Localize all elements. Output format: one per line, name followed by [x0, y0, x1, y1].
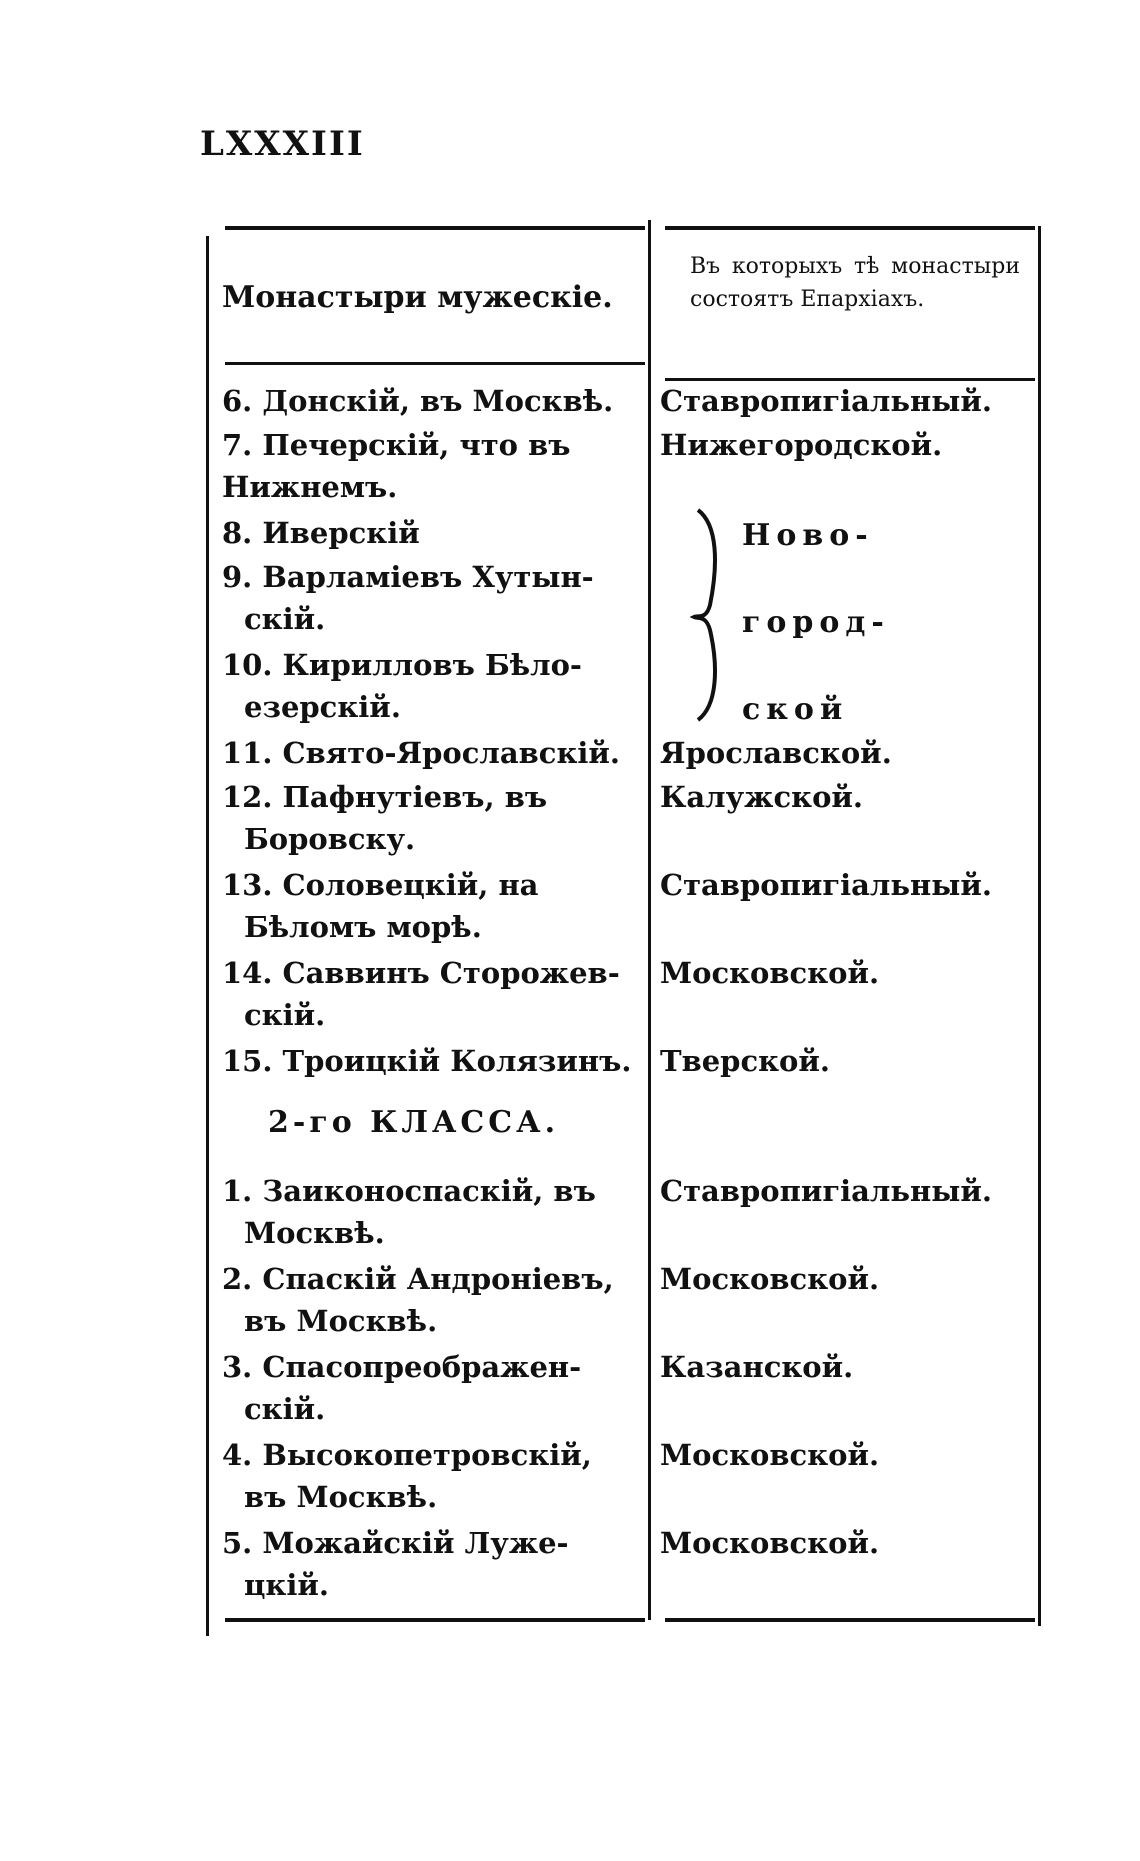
- monastery-name: 12. Пафнутіевъ, въ: [222, 780, 548, 814]
- monastery-name-cont: въ Москвѣ.: [244, 1480, 438, 1514]
- table-row: [222, 732, 642, 774]
- diocese-cell: Ставропигіальный.: [660, 868, 992, 902]
- table-row: [222, 952, 642, 1036]
- monastery-name: 2. Спаскій Андроніевъ,: [222, 1262, 614, 1296]
- diocese-cell: Московской.: [660, 1438, 880, 1472]
- monastery-name: 5. Можайскій Луже-: [222, 1526, 569, 1560]
- diocese-cell: Московской.: [660, 956, 880, 990]
- header-rule-left: [225, 362, 645, 365]
- header-monasteries: Монастыри мужескіе.: [222, 280, 613, 315]
- page-number: LXXXIII: [200, 124, 365, 164]
- monastery-name: 1. Заиконоспаскій, въ: [222, 1174, 596, 1208]
- table-row: [222, 864, 642, 948]
- diocese-cell: Казанской.: [660, 1350, 854, 1384]
- monastery-name: 11. Свято-Ярославскій.: [222, 736, 621, 770]
- monastery-name-cont: скій.: [244, 998, 326, 1032]
- monastery-name: 3. Спасопреображен-: [222, 1350, 582, 1384]
- monastery-name: 9. Варламіевъ Хутын-: [222, 560, 594, 594]
- table-row: [222, 1170, 642, 1254]
- monastery-name-cont: цкій.: [244, 1568, 329, 1602]
- table-row: [222, 1434, 642, 1518]
- brace-word: ской: [742, 692, 849, 727]
- monastery-name-cont: скій.: [244, 602, 326, 636]
- diocese-cell: Московской.: [660, 1526, 880, 1560]
- header-dioceses: Въ которыхъ тѣ монастыри состоятъ Епархіахъ.: [690, 254, 1020, 312]
- monastery-name-cont: въ Москвѣ.: [244, 1304, 438, 1338]
- table-row: [222, 1258, 642, 1342]
- monastery-name: 13. Соловецкій, на: [222, 868, 539, 902]
- monastery-name: 6. Донскій, въ Москвѣ.: [222, 384, 614, 418]
- monastery-name: 14. Саввинъ Сторожев-: [222, 956, 620, 990]
- diocese-cell: Тверской.: [660, 1044, 831, 1078]
- table-row: [222, 1346, 642, 1430]
- table-row: [222, 644, 642, 728]
- brace-word: город-: [742, 605, 890, 640]
- monastery-name: 4. Высокопетровскій,: [222, 1438, 592, 1472]
- diocese-cell: Ставропигіальный.: [660, 1174, 992, 1208]
- monastery-name: 15. Троицкій Колязинъ.: [222, 1044, 632, 1078]
- monastery-name-cont: Боровску.: [244, 822, 416, 856]
- monastery-name-cont: скій.: [244, 1392, 326, 1426]
- table-row: [222, 556, 642, 640]
- monastery-name: 10. Кирилловъ Бѣло-: [222, 648, 582, 682]
- monastery-name-cont: Москвѣ.: [244, 1216, 385, 1250]
- bottom-rule-left: [225, 1618, 645, 1622]
- table-row: [222, 424, 642, 508]
- brace-word: Ново-: [742, 518, 874, 553]
- diocese-cell: Ставропигіальный.: [660, 384, 992, 418]
- monastery-name-cont: Бѣломъ морѣ.: [244, 910, 482, 944]
- diocese-cell: Нижегородской.: [660, 428, 943, 462]
- table-row: [222, 776, 642, 860]
- curly-brace-icon: [688, 505, 734, 725]
- column-divider: [648, 220, 651, 1620]
- diocese-cell: Ярославской.: [660, 736, 892, 770]
- monastery-name: 7. Печерскій, что въ: [222, 428, 571, 462]
- monastery-name-cont: езерскій.: [244, 690, 401, 724]
- bottom-rule-right: [665, 1618, 1035, 1622]
- diocese-cell: Калужской.: [660, 780, 864, 814]
- table-row: [222, 380, 642, 422]
- table-row: [222, 1522, 642, 1606]
- right-border: [1038, 226, 1041, 1626]
- top-rule-right: [665, 226, 1035, 230]
- diocese-cell: Московской.: [660, 1262, 880, 1296]
- monastery-name-cont: Нижнемъ.: [222, 470, 398, 504]
- monastery-name: 8. Иверскій: [222, 516, 420, 550]
- top-rule-left: [225, 226, 645, 230]
- left-border: [206, 236, 209, 1636]
- table-row: [222, 512, 642, 554]
- section-title: 2-го КЛАССА.: [268, 1105, 560, 1140]
- table-row: [222, 1040, 642, 1082]
